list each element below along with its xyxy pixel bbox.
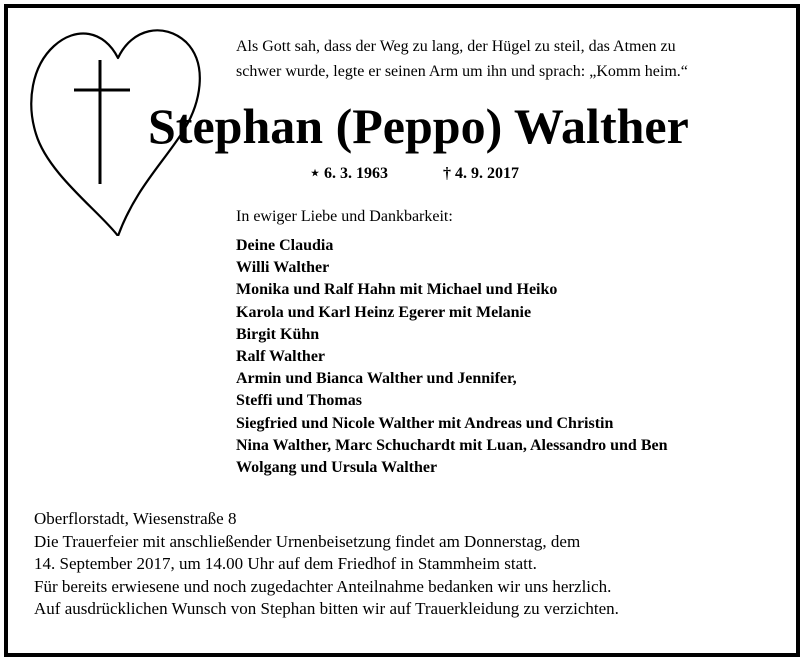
deceased-name: Stephan (Peppo) Walther (148, 98, 689, 154)
mourner-item: Karola und Karl Heinz Egerer mit Melanie (236, 303, 532, 321)
quote-line: Als Gott sah, dass der Weg zu lang, der Hügel zu steil, das Atmen zu (236, 38, 676, 55)
quote (236, 34, 776, 84)
footer-line: Für bereits erwiesene und noch zugedachter Anteilnahme bedanken wir uns herzlich. (34, 576, 612, 596)
footer-text (34, 508, 774, 621)
mourner-item: Deine Claudia (236, 237, 334, 254)
mourner-item: Monika und Ralf Hahn mit Michael und Heiko (236, 281, 558, 299)
birth-date: ⋆ 6. 3. 1963 (310, 165, 389, 182)
death-date: † 4. 9. 2017 (443, 165, 519, 182)
mourner-item: Ralf Walther (236, 348, 326, 366)
mourner-item: Steffi und Thomas (236, 392, 362, 410)
mourner-item: Nina Walther, Marc Schuchardt mit Luan, Alessandro und Ben (236, 436, 668, 454)
mourner-item: Willi Walther (236, 259, 330, 277)
mourner-item: Armin und Bianca Walther und Jennifer, (236, 370, 517, 388)
quote-line: schwer wurde, legte er seinen Arm um ihn und sprach: „Komm heim.“ (236, 63, 688, 80)
mourner-item: Wolgang und Ursula Walther (236, 459, 438, 477)
address-line: Oberflorstadt, Wiesenstraße 8 (34, 509, 237, 528)
mourners-intro: In ewiger Liebe und Dankbarkeit: (236, 208, 453, 225)
footer-line: Die Trauerfeier mit anschließender Urnenbeisetzung findet am Donnerstag, dem (34, 531, 581, 551)
footer-line: 14. September 2017, um 14.00 Uhr auf dem Friedhof in Stammheim statt. (34, 554, 537, 574)
mourner-item: Siegfried und Nicole Walther mit Andreas und Christin (236, 414, 614, 432)
mourners-list (236, 235, 668, 479)
footer-line: Auf ausdrücklichen Wunsch von Stephan bitten wir auf Trauerkleidung zu verzichten. (34, 599, 619, 619)
mourner-item: Birgit Kühn (236, 325, 320, 343)
